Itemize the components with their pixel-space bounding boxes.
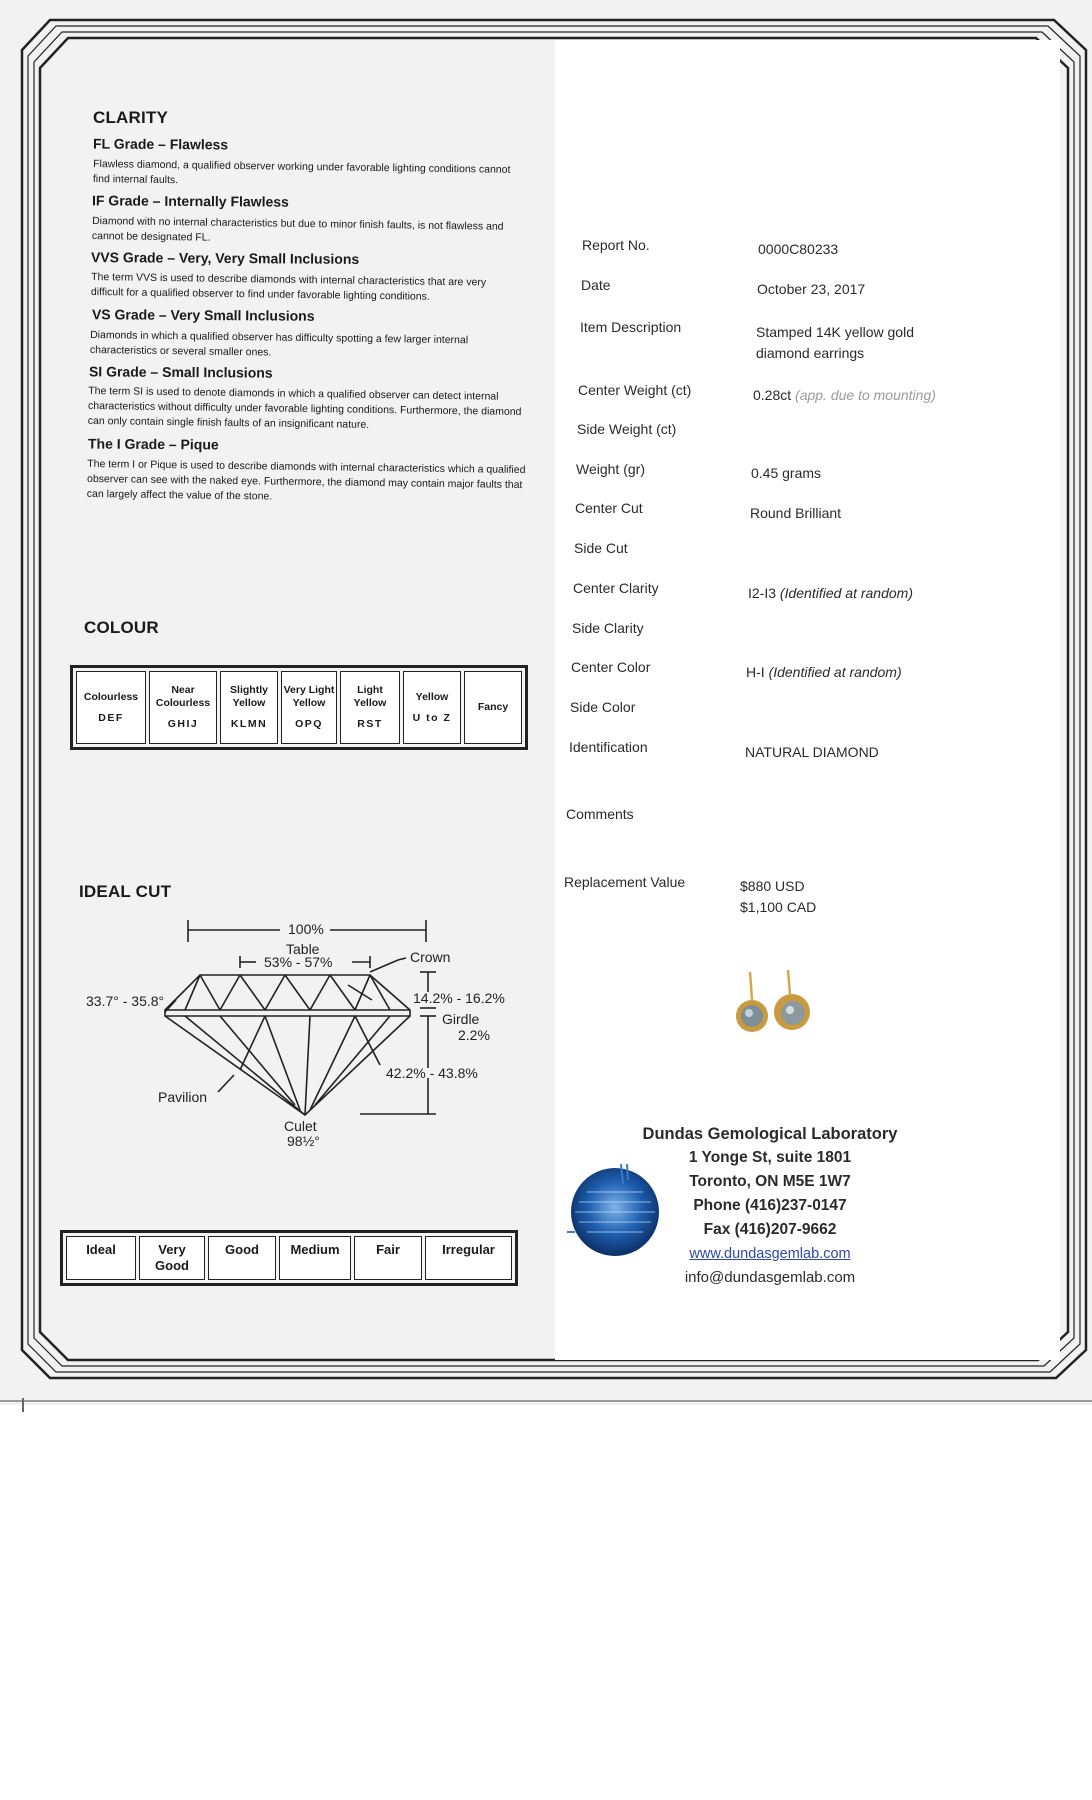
- cut-grade-very-good: Very Good: [139, 1236, 205, 1280]
- clarity-title: CLARITY: [93, 108, 169, 127]
- diagram-label-crown: Crown: [410, 949, 451, 965]
- field-comments-label: Comments: [566, 806, 634, 822]
- clarity-grade-i-desc: The term I or Pique is used to describe diamonds with internal characteristics which a qualified observer can see with the naked eye. Furthermore, the diamond may contain major faults that can largely affect the value of the stone.: [86, 457, 526, 503]
- lab-address-line1: 1 Yonge St, suite 1801: [688, 1149, 852, 1166]
- clarity-grade-vs-title: VS Grade – Very Small Inclusions: [91, 306, 315, 324]
- field-center-color-label: Center Color: [571, 659, 651, 675]
- diagram-label-total: 100%: [288, 921, 324, 937]
- diagram-label-crown-angle: 33.7° - 35.8°: [86, 993, 165, 1009]
- colour-title: COLOUR: [84, 618, 159, 637]
- field-center-weight-label: Center Weight (ct): [578, 382, 692, 398]
- colour-cell-very-light-yellow: Very Light Yellow OPQ: [281, 671, 337, 744]
- hologram-seal-icon: [565, 1162, 665, 1262]
- field-replacement-value-label: Replacement Value: [564, 874, 686, 890]
- cut-grade-table: [60, 1230, 518, 1286]
- diamond-proportions-diagram: [80, 900, 540, 1150]
- diagram-label-crown-height: 14.2% - 16.2%: [413, 990, 505, 1006]
- field-center-cut-label: Center Cut: [575, 500, 643, 516]
- diagram-label-culet-angle: 98½°: [287, 1133, 320, 1149]
- lab-website-link[interactable]: www.dundasgemlab.com: [689, 1246, 851, 1262]
- field-report-no-value: 0000C80233: [758, 241, 839, 257]
- lab-info-block: [620, 1122, 920, 1290]
- cut-grade-fair: Fair: [354, 1236, 422, 1280]
- cut-grade-irregular: Irregular: [425, 1236, 512, 1280]
- clarity-grade-fl-desc: Flawless diamond, a qualified observer working under favorable lighting conditions cannot find internal faults.: [92, 157, 511, 187]
- scan-mark: [22, 1398, 24, 1412]
- field-center-clarity-label: Center Clarity: [573, 580, 659, 596]
- field-center-color-value: H-I (Identified at random): [746, 664, 902, 680]
- clarity-grade-if-desc: Diamond with no internal characteristics but due to minor finish faults, is not flawless and cannot be designated FL.: [91, 214, 504, 244]
- colour-cell-light-yellow: Light Yellow RST: [340, 671, 400, 744]
- field-date-value: October 23, 2017: [757, 281, 866, 297]
- diagram-label-girdle: Girdle: [442, 1011, 480, 1027]
- colour-cell-near-colourless: Near Colourless GHIJ: [149, 671, 217, 744]
- diagram-label-pavilion-depth: 42.2% - 43.8%: [386, 1065, 478, 1081]
- cut-grade-good: Good: [208, 1236, 276, 1280]
- field-item-description-label: Item Description: [580, 319, 682, 335]
- field-report-no-label: Report No.: [582, 237, 650, 253]
- field-side-cut-label: Side Cut: [574, 540, 628, 556]
- field-side-color-label: Side Color: [570, 699, 636, 715]
- diagram-label-pavilion: Pavilion: [158, 1089, 208, 1105]
- field-center-cut-value: Round Brilliant: [750, 505, 842, 521]
- field-replacement-value-value: $880 USD $1,100 CAD: [740, 878, 817, 915]
- lab-fax: Fax (416)207-9662: [703, 1221, 837, 1238]
- field-side-weight-label: Side Weight (ct): [577, 421, 677, 437]
- colour-cell-yellow: Yellow U to Z: [403, 671, 461, 744]
- clarity-grade-vvs-title: VVS Grade – Very, Very Small Inclusions: [90, 249, 360, 267]
- clarity-grade-i-title: The I Grade – Pique: [87, 435, 219, 453]
- diagram-label-girdle-pct: 2.2%: [458, 1027, 490, 1043]
- lab-email: info@dundasgemlab.com: [684, 1269, 856, 1286]
- cut-grade-ideal: Ideal: [66, 1236, 136, 1280]
- field-identification-value: NATURAL DIAMOND: [745, 744, 879, 760]
- clarity-grade-si-desc: The term SI is used to denote diamonds in which a qualified observer can detect internal characteristics without difficulty under favorable lighting conditions. Furthermore, the diamond can only contain single finish faults of an insignificant nature.: [87, 384, 522, 431]
- colour-cell-slightly-yellow: Slightly Yellow KLMN: [220, 671, 278, 744]
- field-weight-gr-label: Weight (gr): [576, 461, 645, 477]
- earrings-photo: [700, 960, 850, 1080]
- colour-scale-table: [70, 665, 528, 750]
- ideal-cut-title: IDEAL CUT: [79, 882, 172, 901]
- colour-cell-fancy: Fancy: [464, 671, 522, 744]
- field-center-clarity-value: I2-I3 (Identified at random): [748, 585, 913, 601]
- cut-grade-medium: Medium: [279, 1236, 351, 1280]
- lab-address-line2: Toronto, ON M5E 1W7: [689, 1173, 851, 1190]
- field-identification-label: Identification: [569, 739, 648, 755]
- diagram-label-culet: Culet: [284, 1118, 317, 1134]
- clarity-grade-vs-desc: Diamonds in which a qualified observer has difficulty spotting a few larger internal characteristics or several smaller ones.: [89, 328, 469, 359]
- lab-name: Dundas Gemological Laboratory: [642, 1125, 898, 1143]
- colour-cell-colourless: Colourless DEF: [76, 671, 146, 744]
- field-weight-gr-value: 0.45 grams: [751, 465, 822, 481]
- lab-phone: Phone (416)237-0147: [693, 1197, 847, 1214]
- diagram-label-table-range: 53% - 57%: [264, 954, 333, 970]
- field-date-label: Date: [581, 277, 611, 293]
- clarity-grade-fl-title: FL Grade – Flawless: [92, 135, 229, 153]
- field-item-description-value: Stamped 14K yellow gold diamond earrings: [756, 324, 914, 361]
- diagram-label-table: Table: [286, 941, 320, 957]
- clarity-grade-si-title: SI Grade – Small Inclusions: [88, 363, 273, 381]
- clarity-grade-if-title: IF Grade – Internally Flawless: [91, 192, 289, 210]
- field-center-weight-value: 0.28ct (app. due to mounting): [753, 387, 936, 403]
- clarity-grade-vvs-desc: The term VVS is used to describe diamonds with internal characteristics that are very difficult for a qualified observer to find under favorable lighting conditions.: [90, 270, 487, 303]
- page-edge: [0, 1400, 1092, 1402]
- field-side-clarity-label: Side Clarity: [572, 620, 644, 636]
